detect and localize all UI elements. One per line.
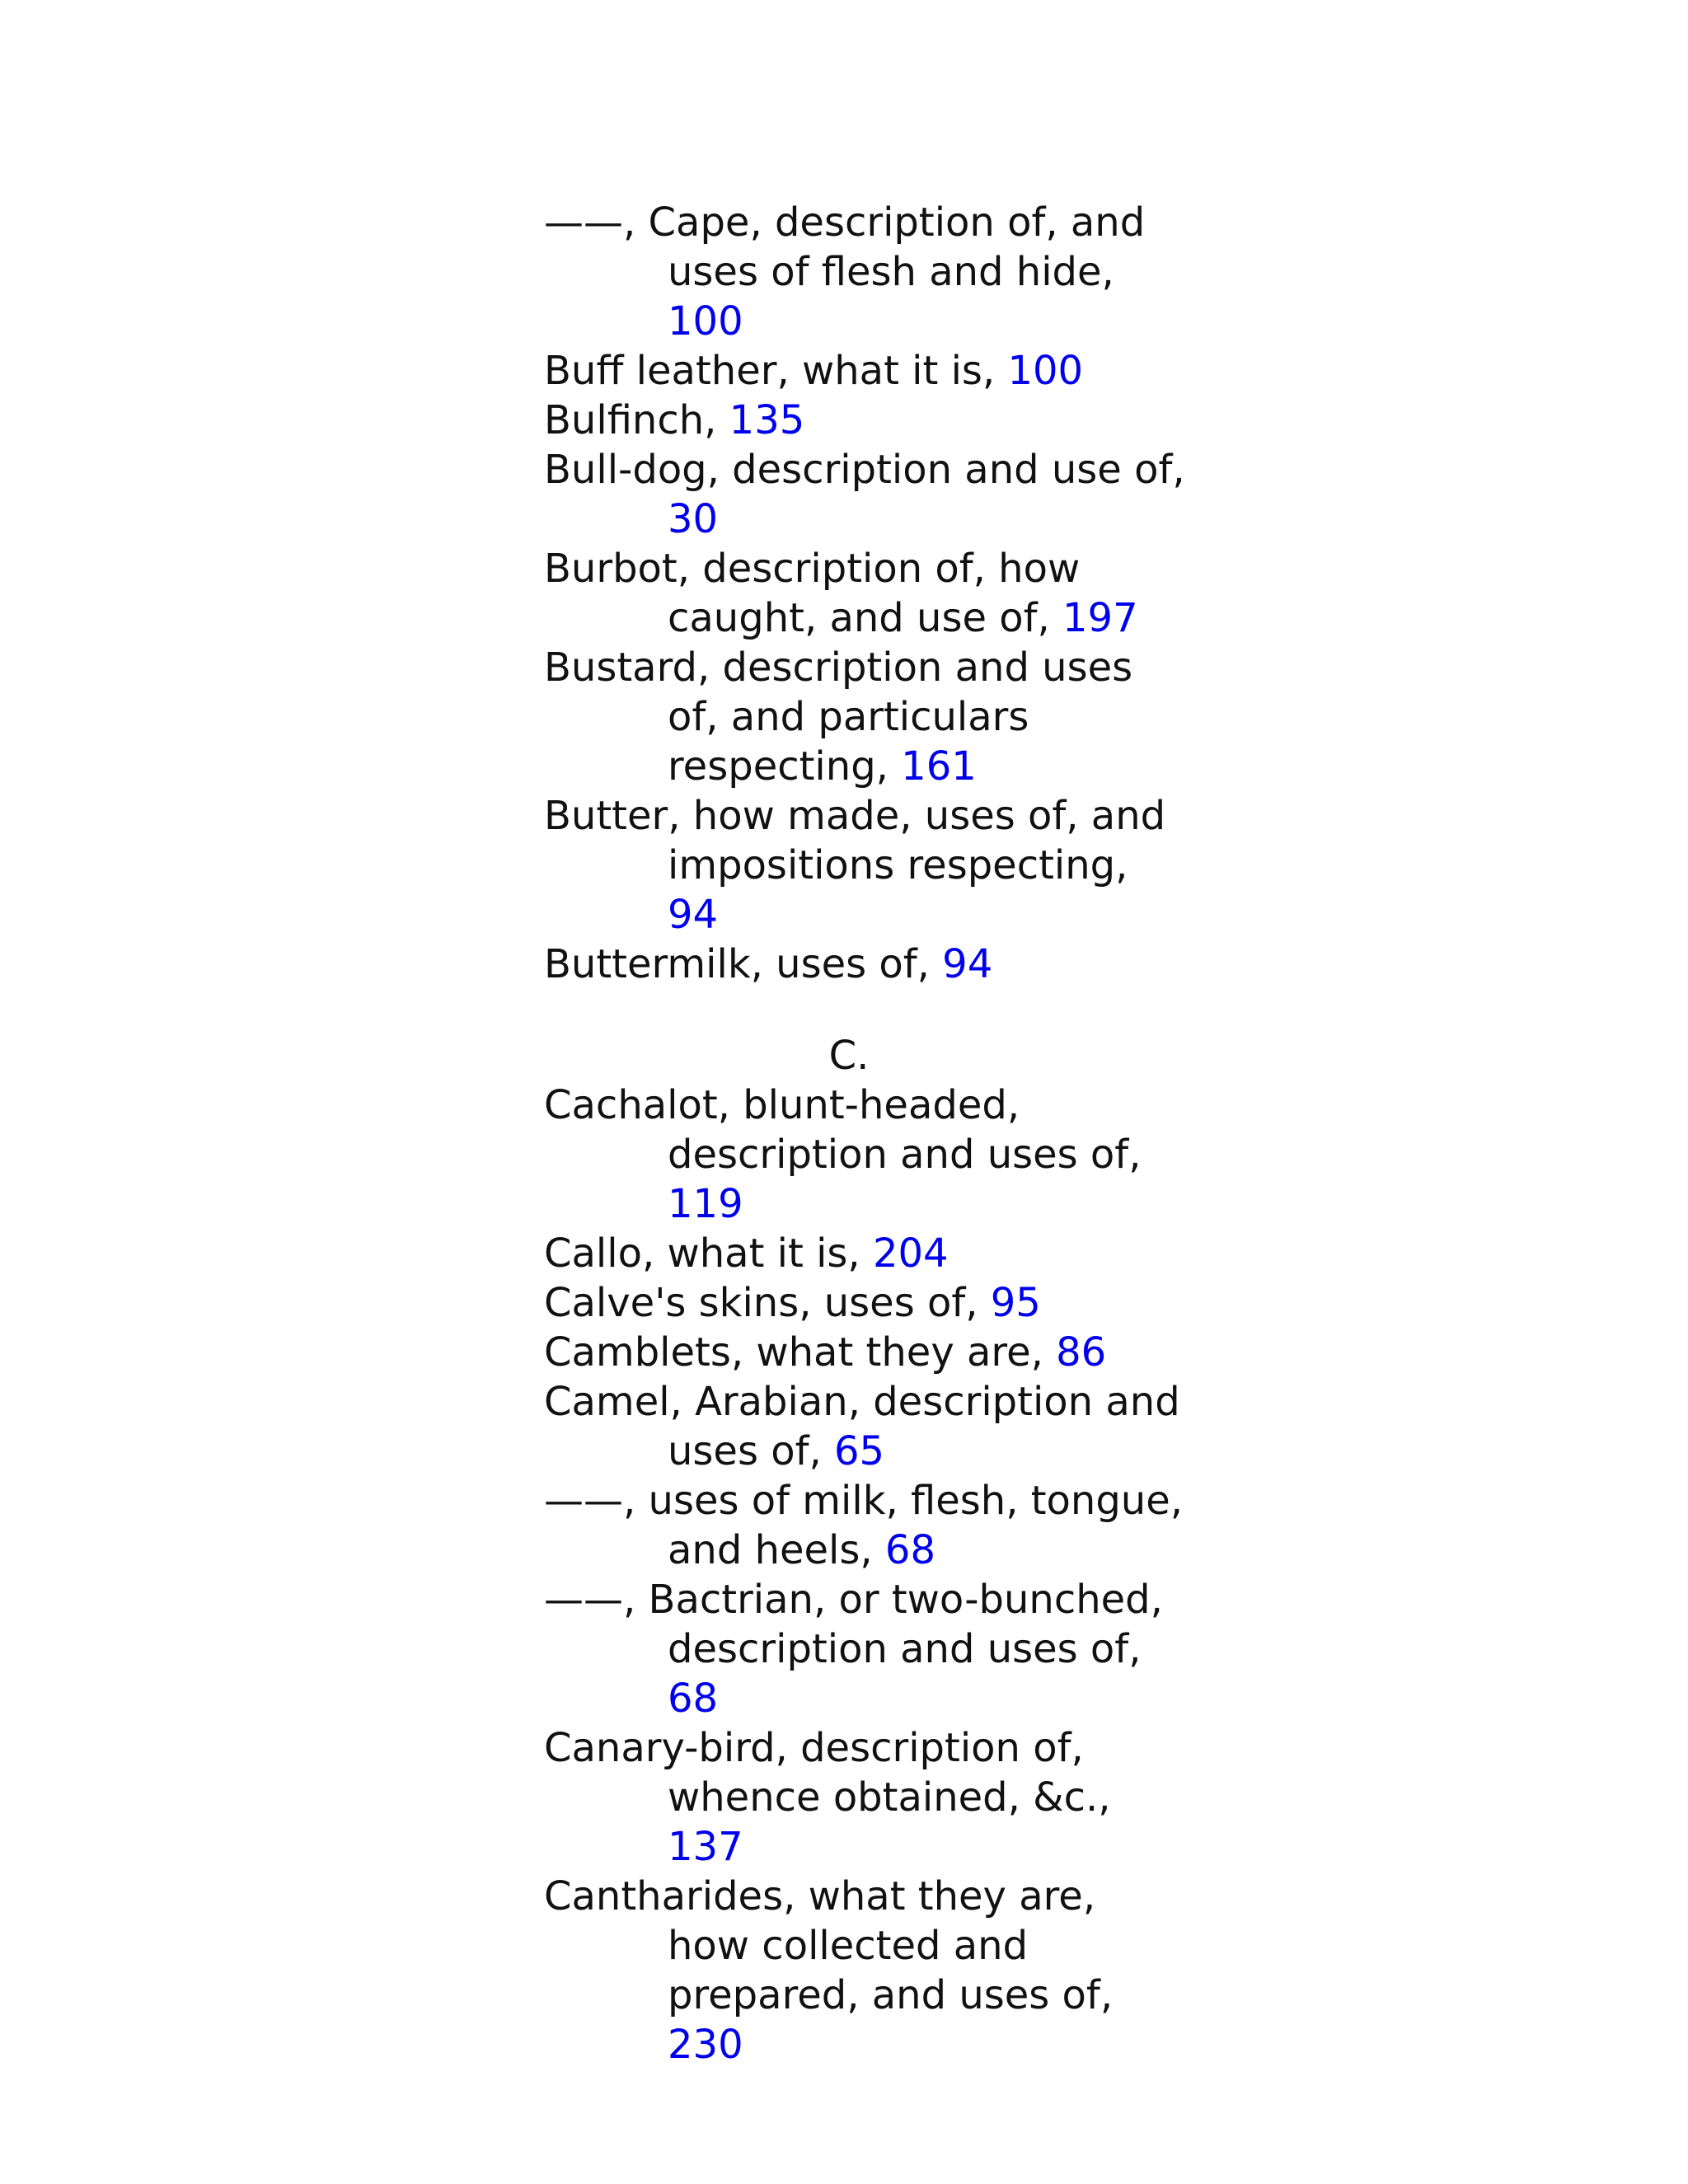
page-link[interactable]: 94 xyxy=(668,892,719,938)
entry-text: Buff leather, what it is, xyxy=(544,348,1008,394)
page-link[interactable]: 94 xyxy=(942,941,993,987)
index-column xyxy=(544,198,1187,2069)
entry-text: Camel, Arabian, description and uses of, xyxy=(544,1379,1180,1474)
entry-text: Buttermilk, uses of, xyxy=(544,941,943,987)
index-entry xyxy=(544,1723,1187,1872)
page-link[interactable]: 119 xyxy=(668,1181,743,1227)
entry-text: Callo, what it is, xyxy=(544,1230,873,1277)
page-link[interactable]: 161 xyxy=(901,743,977,790)
entry-text: ——, Bactrian, or two-bunched, description and uses of, xyxy=(544,1577,1163,1672)
entry-text: Canary-bird, description of, whence obtained, &c., xyxy=(544,1725,1111,1821)
section-heading: C. xyxy=(828,1033,870,1079)
index-entry xyxy=(544,643,1187,791)
index-entry xyxy=(544,1229,1187,1278)
index-entry xyxy=(544,1080,1187,1229)
page-link[interactable]: 95 xyxy=(990,1280,1041,1326)
entry-text: Cachalot, blunt-headed, description and uses of, xyxy=(544,1082,1142,1178)
page-link[interactable]: 230 xyxy=(668,2022,743,2068)
entry-text: Camblets, what they are, xyxy=(544,1329,1057,1376)
entry-text: Bulfinch, xyxy=(544,397,729,443)
index-entry xyxy=(544,544,1187,643)
page-link[interactable]: 204 xyxy=(872,1230,949,1277)
index-section-b xyxy=(544,198,1187,989)
page-link[interactable]: 100 xyxy=(668,298,743,344)
page-link[interactable]: 137 xyxy=(668,1824,743,1870)
page-link[interactable]: 135 xyxy=(729,397,805,443)
index-entry xyxy=(544,940,1187,989)
index-entry xyxy=(544,1575,1187,1723)
page-link[interactable]: 65 xyxy=(834,1428,885,1474)
entry-text: Calve's skins, uses of, xyxy=(544,1280,991,1326)
entry-text: Butter, how made, uses of, and impositions respecting, xyxy=(544,793,1166,888)
index-entry xyxy=(544,1328,1187,1377)
entry-text: ——, uses of milk, flesh, tongue, and heels, xyxy=(544,1478,1184,1573)
page-link[interactable]: 68 xyxy=(884,1527,935,1573)
index-entry xyxy=(544,1476,1187,1575)
index-entry xyxy=(544,346,1187,396)
entry-text: Bustard, description and uses of, and particulars respecting, xyxy=(544,644,1133,790)
index-entry xyxy=(544,1377,1187,1476)
page-link[interactable]: 197 xyxy=(1062,595,1138,641)
index-entry xyxy=(544,1872,1187,2069)
page-link[interactable]: 30 xyxy=(668,496,719,542)
index-section-c xyxy=(544,1080,1187,2069)
entry-text: Burbot, description of, how caught, and use of, xyxy=(544,546,1081,641)
index-entry xyxy=(544,791,1187,940)
entry-text: ——, Cape, description of, and uses of flesh and hide, xyxy=(544,199,1146,295)
index-entry xyxy=(544,1278,1187,1328)
entry-text: Bull-dog, description and use of, xyxy=(544,447,1185,493)
page-link[interactable]: 86 xyxy=(1056,1329,1107,1376)
page-link[interactable]: 68 xyxy=(668,1675,719,1722)
entry-text: Cantharides, what they are, how collected and prepared, and uses of, xyxy=(544,1873,1114,2018)
index-entry xyxy=(544,445,1187,544)
page-link[interactable]: 100 xyxy=(1007,348,1084,394)
index-entry xyxy=(544,198,1187,346)
index-entry xyxy=(544,396,1187,445)
